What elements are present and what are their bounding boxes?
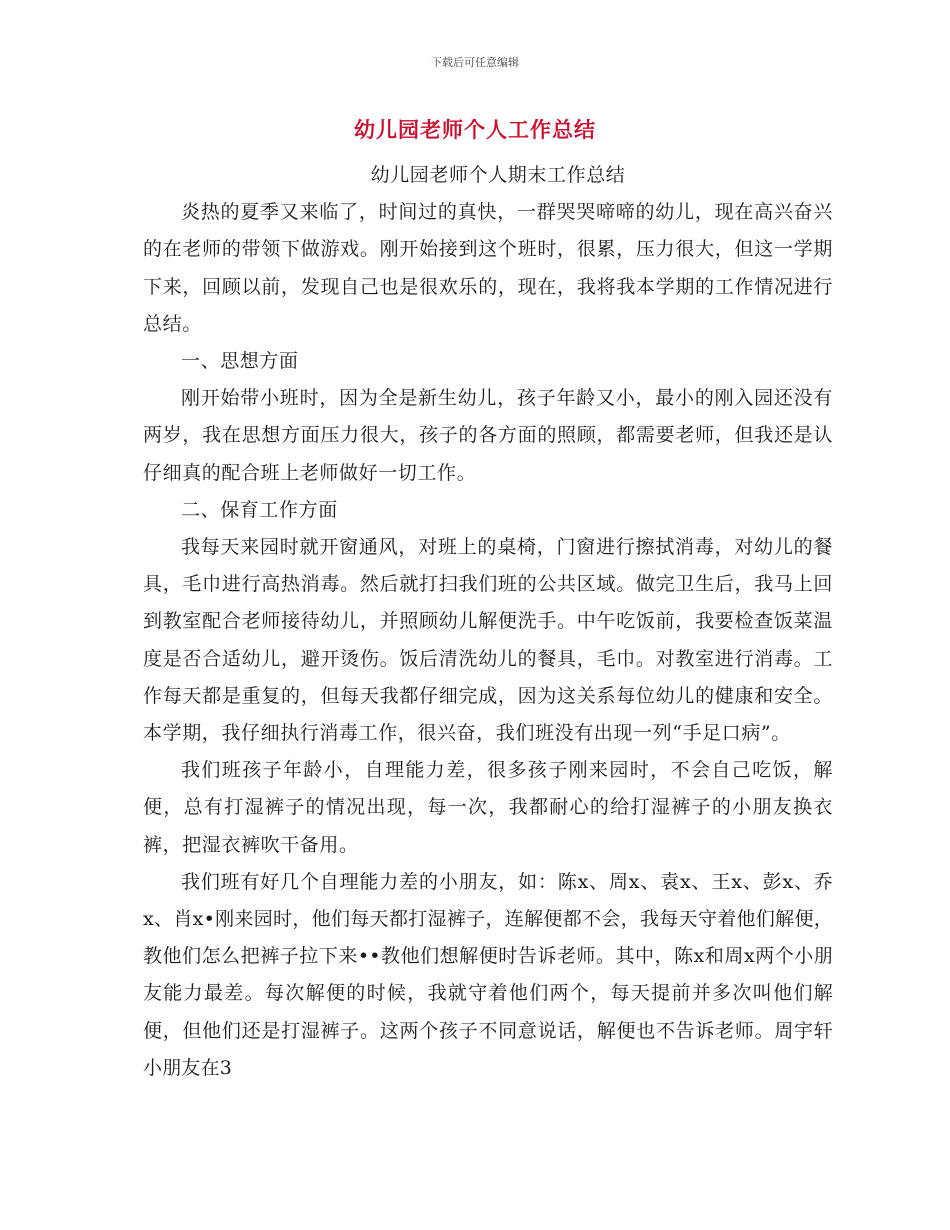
- paragraph-intro: 炎热的夏季又来临了，时间过的真快，一群哭哭啼啼的幼儿，现在高兴奋兴的在老师的带领下做游戏。刚开始接到这个班时，很累，压力很大，但这一学期下来，回顾以前，发现自己也是很欢乐的，现在，我将我本学期的工作情况进行总结。: [143, 201, 833, 335]
- paragraph-thought: 刚开始带小班时，因为全是新生幼儿，孩子年龄又小，最小的刚入园还没有两岁，我在思想方面压力很大，孩子的各方面的照顾，都需要老师，但我还是认仔细真的配合班上老师做好一切工作。: [143, 387, 833, 484]
- document-subtitle: 幼儿园老师个人期末工作总结: [370, 164, 626, 186]
- paragraph-care-selfcare: 我们班孩子年龄小，自理能力差，很多孩子刚来园时，不会自己吃饭，解便，总有打湿裤子的情况出现，每一次，我都耐心的给打湿裤子的小朋友换衣裤，把湿衣裤吹干备用。: [143, 759, 833, 856]
- section-heading-care: 二、保育工作方面: [181, 498, 338, 521]
- header-note: 下载后可任意编辑: [431, 56, 519, 69]
- document-body: [143, 157, 833, 1087]
- document-title: 幼儿园老师个人工作总结: [354, 117, 596, 142]
- section-heading-thought: 一、思想方面: [181, 350, 299, 373]
- paragraph-care-examples: 我们班有好几个自理能力差的小朋友，如：陈x、周x、袁x、王x、彭x、乔x、肖x•刚来园时，他们每天都打湿裤子，连解便都不会，我每天守着他们解便，教他们怎么把裤子拉下来••教他们想解便时告诉老师。其中，陈x和周x两个小朋友能力最差。每次解便的时候，我就守着他们两个，每天提前并多次叫他们解便，但他们还是打湿裤子。这两个孩子不同意说话，解便也不告诉老师。周宇轩小朋友在3: [143, 870, 833, 1079]
- paragraph-care-daily: 我每天来园时就开窗通风，对班上的桌椅，门窗进行擦拭消毒，对幼儿的餐具，毛巾进行高热消毒。然后就打扫我们班的公共区域。做完卫生后，我马上回到教室配合老师接待幼儿，并照顾幼儿解便洗手。中午吃饭前，我要检查饭菜温度是否合适幼儿，避开烫伤。饭后清洗幼儿的餐具，毛巾。对教室进行消毒。工作每天都是重复的，但每天我都仔细完成，因为这关系每位幼儿的健康和安全。本学期，我仔细执行消毒工作，很兴奋，我们班没有出现一列“手足口病”。: [143, 536, 833, 745]
